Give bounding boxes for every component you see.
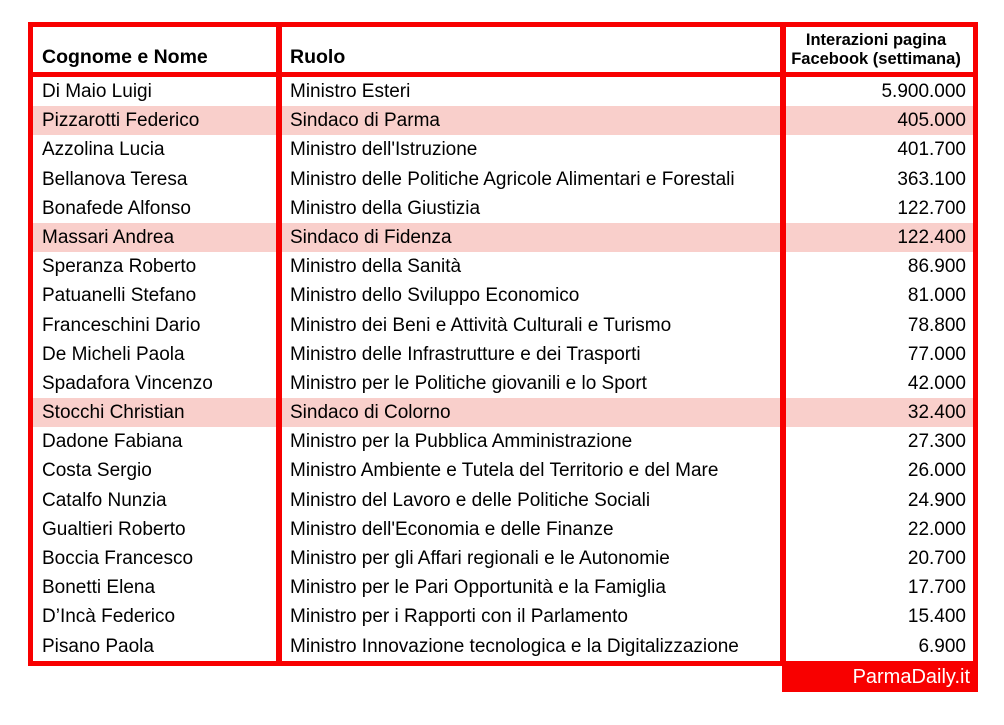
- cell-ruolo: Sindaco di Fidenza: [282, 223, 786, 252]
- cell-interazioni: 24.900: [907, 489, 966, 511]
- cell-ruolo: Ministro dell'Istruzione: [282, 135, 786, 164]
- cell-cognome-nome: Franceschini Dario: [33, 311, 282, 340]
- cell-ruolo: Ministro dello Sviluppo Economico: [282, 281, 786, 310]
- cell-cognome-nome: Catalfo Nunzia: [33, 486, 282, 515]
- cell-interazioni: 27.300: [907, 431, 966, 453]
- cell-cognome-nome: Azzolina Lucia: [33, 135, 282, 164]
- cell-cognome-nome: Pisano Paola: [33, 632, 282, 661]
- cell-ruolo: Sindaco di Parma: [282, 106, 786, 135]
- cell-interazioni: 81.000: [907, 285, 966, 307]
- cell-cognome-nome: Boccia Francesco: [33, 544, 282, 573]
- cell-cognome-nome: D’Incà Federico: [33, 602, 282, 631]
- table-row: [33, 340, 973, 369]
- cell-ruolo: Ministro Innovazione tecnologica e la Digitalizzazione: [282, 632, 786, 661]
- parmadaily-watermark: ParmaDaily.it: [782, 663, 978, 692]
- cell-cognome-nome: Spadafora Vincenzo: [33, 369, 282, 398]
- table-row: [33, 427, 973, 456]
- cell-ruolo: Ministro della Giustizia: [282, 194, 786, 223]
- cell-ruolo: Sindaco di Colorno: [282, 398, 786, 427]
- table-row: [33, 223, 973, 252]
- table-row: [33, 515, 973, 544]
- cell-interazioni: 32.400: [907, 402, 966, 424]
- cell-ruolo: Ministro per le Pari Opportunità e la Famiglia: [282, 573, 786, 602]
- table-row: [33, 398, 973, 427]
- cell-interazioni: 122.700: [897, 197, 966, 219]
- cell-cognome-nome: Massari Andrea: [33, 223, 282, 252]
- table-row: [33, 369, 973, 398]
- cell-ruolo: Ministro Ambiente e Tutela del Territorio e del Mare: [282, 456, 786, 485]
- cell-ruolo: Ministro della Sanità: [282, 252, 786, 281]
- cell-interazioni: 22.000: [907, 518, 966, 540]
- cell-interazioni: 86.900: [907, 256, 966, 278]
- cell-cognome-nome: Patuanelli Stefano: [33, 281, 282, 310]
- cell-cognome-nome: Bonafede Alfonso: [33, 194, 282, 223]
- header-interazioni-line2: Facebook (settimana): [791, 49, 961, 68]
- table-row: [33, 311, 973, 340]
- table-row: [33, 456, 973, 485]
- table-row: [33, 632, 973, 661]
- header-interazioni-line1: Interazioni pagina: [805, 30, 947, 49]
- cell-cognome-nome: Stocchi Christian: [33, 398, 282, 427]
- cell-ruolo: Ministro del Lavoro e delle Politiche Sociali: [282, 486, 786, 515]
- cell-cognome-nome: Dadone Fabiana: [33, 427, 282, 456]
- cell-cognome-nome: Gualtieri Roberto: [33, 515, 282, 544]
- table-row: [33, 486, 973, 515]
- header-ruolo: Ruolo: [282, 27, 786, 72]
- table-row: [33, 573, 973, 602]
- cell-interazioni: 17.700: [907, 577, 966, 599]
- cell-ruolo: Ministro per le Politiche giovanili e lo Sport: [282, 369, 786, 398]
- cell-interazioni: 20.700: [907, 548, 966, 569]
- table-row: [33, 281, 973, 310]
- cell-cognome-nome: De Micheli Paola: [33, 340, 282, 369]
- cell-cognome-nome: Bonetti Elena: [33, 573, 282, 602]
- cell-interazioni: 26.000: [907, 460, 966, 482]
- cell-interazioni: 15.400: [907, 606, 966, 628]
- cell-cognome-nome: Di Maio Luigi: [33, 77, 282, 106]
- cell-ruolo: Ministro per la Pubblica Amministrazione: [282, 427, 786, 456]
- cell-interazioni: 42.000: [907, 372, 966, 394]
- table-row: [33, 194, 973, 223]
- cell-ruolo: Ministro delle Politiche Agricole Alimentari e Forestali: [282, 165, 786, 194]
- cell-ruolo: Ministro per i Rapporti con il Parlamento: [282, 602, 786, 631]
- cell-cognome-nome: Costa Sergio: [33, 456, 282, 485]
- cell-interazioni: 363.100: [897, 168, 966, 190]
- facebook-interactions-table: [28, 22, 978, 666]
- table-row: [33, 252, 973, 281]
- cell-interazioni: 401.700: [897, 139, 966, 161]
- table-row: [33, 165, 973, 194]
- cell-cognome-nome: Speranza Roberto: [33, 252, 282, 281]
- cell-interazioni: 78.800: [907, 314, 966, 336]
- table-row: [33, 135, 973, 164]
- cell-cognome-nome: Pizzarotti Federico: [33, 106, 282, 135]
- header-interazioni-pagina-facebook: [786, 27, 973, 72]
- cell-ruolo: Ministro delle Infrastrutture e dei Trasporti: [282, 340, 786, 369]
- cell-interazioni: 6.900: [918, 635, 966, 657]
- cell-interazioni: 122.400: [897, 226, 966, 248]
- cell-ruolo: Ministro Esteri: [282, 77, 786, 106]
- cell-ruolo: Ministro per gli Affari regionali e le Autonomie: [282, 544, 786, 573]
- cell-interazioni: 77.000: [907, 343, 966, 365]
- table-header-row: [33, 27, 973, 77]
- cell-cognome-nome: Bellanova Teresa: [33, 165, 282, 194]
- table-row: [33, 77, 973, 106]
- table-row: [33, 602, 973, 631]
- cell-interazioni: 405.000: [897, 110, 966, 132]
- header-cognome-e-nome: Cognome e Nome: [33, 27, 282, 72]
- table-body: [33, 77, 973, 661]
- cell-ruolo: Ministro dei Beni e Attività Culturali e Turismo: [282, 311, 786, 340]
- table-row: [33, 544, 973, 573]
- cell-ruolo: Ministro dell'Economia e delle Finanze: [282, 515, 786, 544]
- cell-interazioni: 5.900.000: [881, 81, 966, 102]
- table-row: [33, 106, 973, 135]
